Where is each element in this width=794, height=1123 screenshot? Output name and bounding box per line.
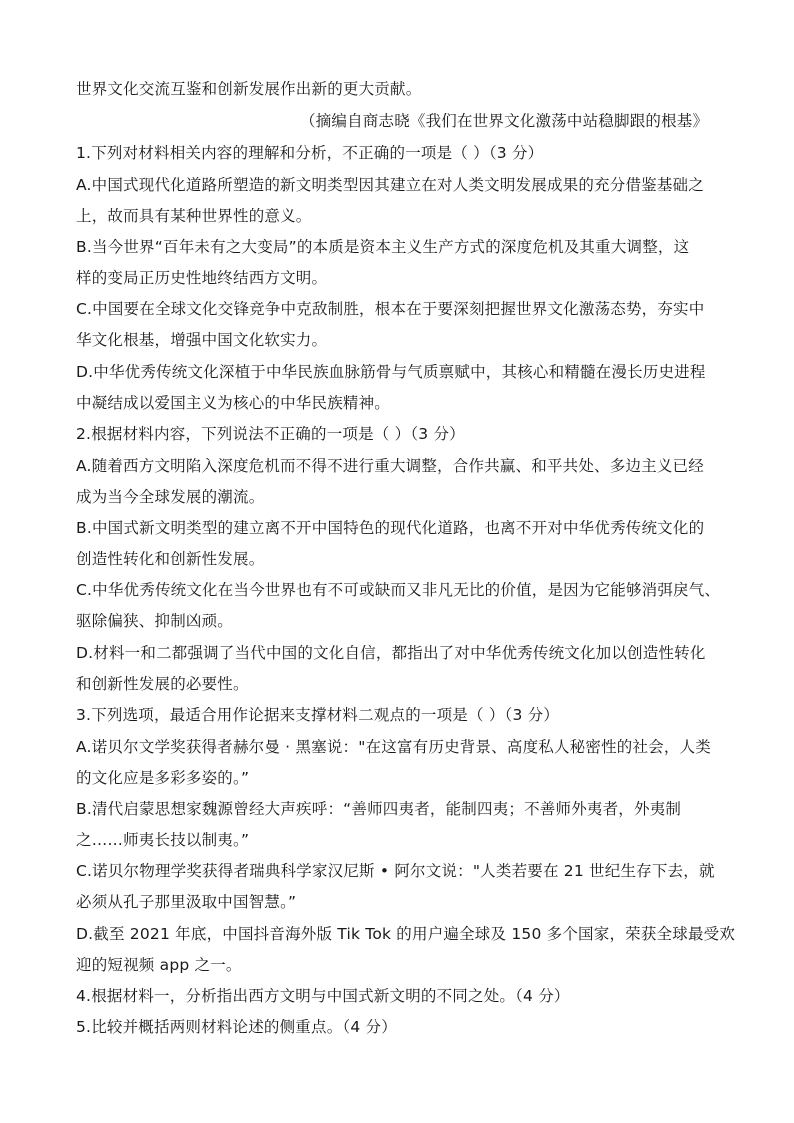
question-3-option-a: A.诺贝尔文学奖获得者赫尔曼 · 黑塞说："在这富有历史背景、高度私人秘密性的社会，人类: [76, 738, 711, 756]
question-2-option-a-cont: 成为当今全球发展的潮流。: [76, 488, 265, 506]
question-3-option-c: C.诺贝尔物理学奖获得者瑞典科学家汉尼斯 • 阿尔文说："人类若要在 21 世纪生存下去，就: [76, 862, 715, 880]
question-1-option-d-cont: 中凝结成以爱国主义为核心的中华民族精神。: [76, 394, 391, 412]
question-1-option-b-cont: 样的变局正历史性地终结西方文明。: [76, 269, 328, 287]
question-1-option-b: B.当今世界“百年未有之大变局”的本质是资本主义生产方式的深度危机及其重大调整，这: [76, 238, 690, 256]
question-2-option-c: C.中华优秀传统文化在当今世界也有不可或缺而又非凡无比的价值，是因为它能够消弭戾气、: [76, 581, 721, 599]
question-3-option-b: B.清代启蒙思想家魏源曾经大声疾呼：“善师四夷者，能制四夷；不善师外夷者，外夷制: [76, 800, 682, 818]
question-1-option-c: C.中国要在全球文化交锋竞争中克敌制胜，根本在于要深刻把握世界文化激荡态势，夯实中: [76, 300, 705, 318]
question-3-stem: 3.下列选项，最适合用作论据来支撑材料二观点的一项是（ ）（3 分）: [76, 706, 560, 724]
question-1-stem: 1.下列对材料相关内容的理解和分析，不正确的一项是（ ）（3 分）: [76, 144, 544, 162]
question-2-option-c-cont: 驱除偏狭、抑制凶顽。: [76, 612, 234, 630]
question-5-stem: 5.比较并概括两则材料论述的侧重点。（4 分）: [76, 1018, 397, 1036]
question-2-option-d-cont: 和创新性发展的必要性。: [76, 675, 249, 693]
question-1-option-a: A.中国式现代化道路所塑造的新文明类型因其建立在对人类文明发展成果的充分借鉴基础之: [76, 176, 704, 194]
question-3-option-b-cont: 之……师夷长技以制夷。”: [76, 831, 250, 849]
question-2-option-b-cont: 创造性转化和创新性发展。: [76, 550, 265, 568]
source-citation: （摘编自商志晓《我们在世界文化激荡中站稳脚跟的根基》: [300, 112, 709, 130]
question-1-option-d: D.中华优秀传统文化深植于中华民族血脉筋骨与气质禀赋中，其核心和精髓在漫长历史进程: [76, 363, 706, 381]
question-2-stem: 2.根据材料内容，下列说法不正确的一项是（ ）（3 分）: [76, 425, 465, 443]
intro-closing-line: 世界文化交流互鉴和创新发展作出新的更大贡献。: [76, 80, 422, 98]
question-1-option-c-cont: 华文化根基，增强中国文化软实力。: [76, 331, 328, 349]
question-1-option-a-cont: 上，故而具有某种世界性的意义。: [76, 207, 312, 225]
question-3-option-a-cont: 的文化应是多彩多姿的。”: [76, 769, 250, 787]
question-2-option-a: A.随着西方文明陷入深度危机而不得不进行重大调整，合作共赢、和平共处、多边主义已经: [76, 457, 704, 475]
question-4-stem: 4.根据材料一，分析指出西方文明与中国式新文明的不同之处。（4 分）: [76, 987, 570, 1005]
question-3-option-d-cont: 迎的短视频 app 之一。: [76, 956, 242, 974]
question-2-option-b: B.中国式新文明类型的建立离不开中国特色的现代化道路，也离不开对中华优秀传统文化的: [76, 519, 705, 537]
question-2-option-d: D.材料一和二都强调了当代中国的文化自信，都指出了对中华优秀传统文化加以创造性转化: [76, 644, 706, 662]
question-3-option-c-cont: 必须从孔子那里汲取中国智慧。”: [76, 893, 297, 911]
question-3-option-d: D.截至 2021 年底，中国抖音海外版 Tik Tok 的用户遍全球及 150 多个国家，荣获全球最受欢: [76, 925, 736, 943]
